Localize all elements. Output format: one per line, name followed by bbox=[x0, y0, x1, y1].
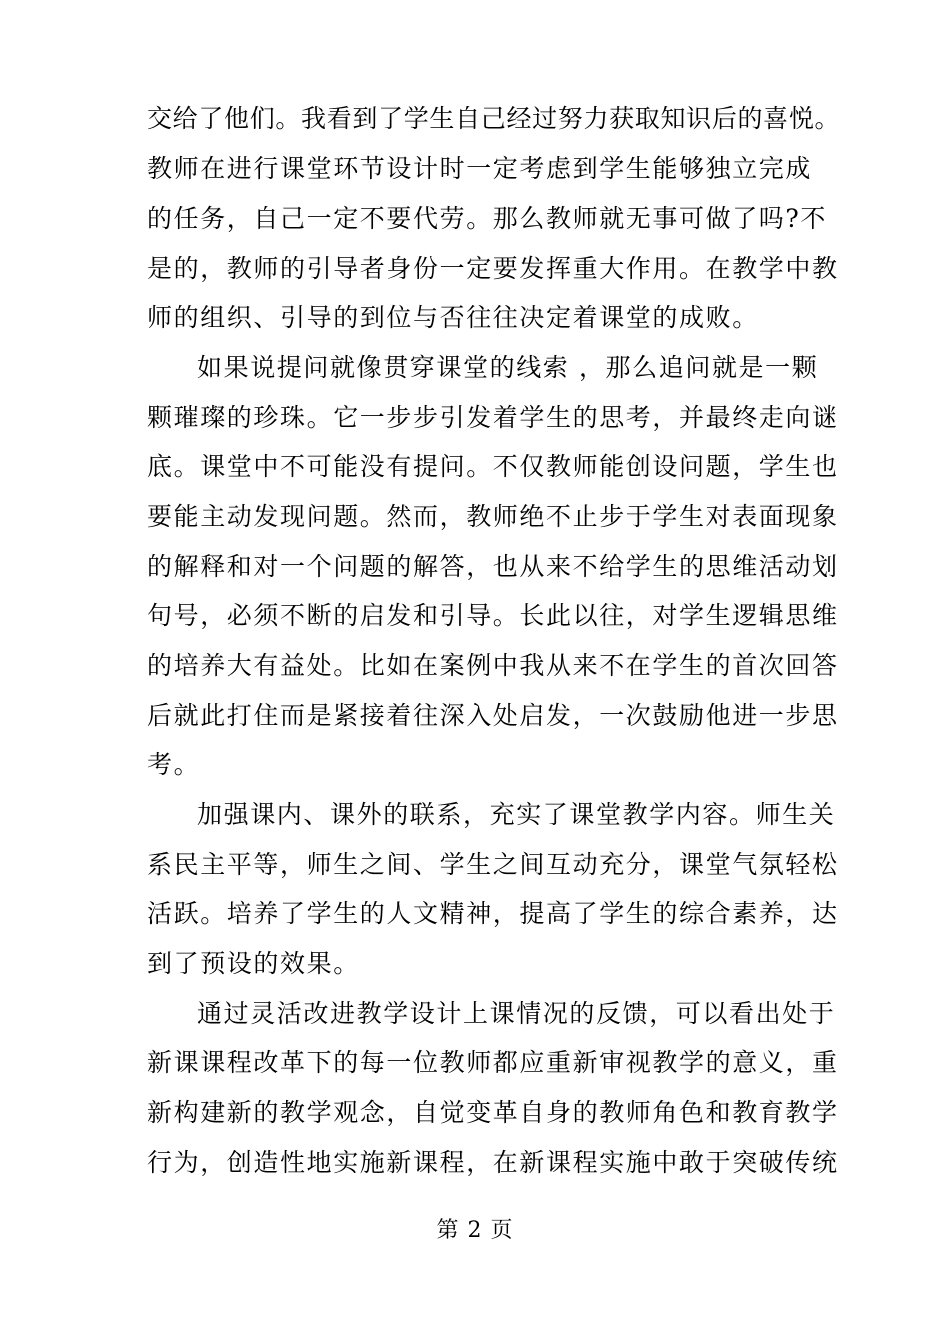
text-line: 句号，必须不断的启发和引导。长此以往，对学生逻辑思维 bbox=[147, 601, 839, 630]
text-line: 是的，教师的引导者身份一定要发挥重大作用。在教学中教 bbox=[147, 254, 839, 283]
text-line: 到了预设的效果。 bbox=[147, 949, 360, 978]
text-line: 教师在进行课堂环节设计时一定考虑到学生能够独立完成 bbox=[147, 154, 813, 183]
text-line: 新构建新的教学观念，自觉变革自身的教师角色和教育教学 bbox=[147, 1098, 839, 1127]
text-line: 系民主平等，师生之间、学生之间互动充分，课堂气氛轻松 bbox=[147, 850, 839, 879]
text-line: 活跃。培养了学生的人文精神，提高了学生的综合素养，达 bbox=[147, 899, 839, 928]
text-line: 考。 bbox=[147, 750, 201, 779]
paragraph-first-line: 加强课内、课外的联系，充实了课堂教学内容。师生关 bbox=[197, 800, 836, 829]
text-line: 新课课程改革下的每一位教师都应重新审视教学的意义，重 bbox=[147, 1048, 839, 1077]
text-line: 交给了他们。我看到了学生自己经过努力获取知识后的喜悦。 bbox=[147, 104, 841, 133]
text-line: 行为，创造性地实施新课程，在新课程实施中敢于突破传统 bbox=[147, 1148, 839, 1177]
text-line: 颗璀璨的珍珠。它一步步引发着学生的思考，并最终走向谜 bbox=[147, 403, 839, 432]
paragraph-first-line: 如果说提问就像贯穿课堂的线索 ，那么追问就是一颗 bbox=[197, 353, 819, 382]
text-line: 师的组织、引导的到位与否往往决定着课堂的成败。 bbox=[147, 303, 759, 332]
text-line: 底。课堂中不可能没有提问。不仅教师能创设问题，学生也 bbox=[147, 452, 839, 481]
text-line: 要能主动发现问题。然而，教师绝不止步于学生对表面现象 bbox=[147, 502, 839, 531]
paragraph-first-line: 通过灵活改进教学设计上课情况的反馈，可以看出处于 bbox=[197, 999, 836, 1028]
text-line: 的解释和对一个问题的解答，也从来不给学生的思维活动划 bbox=[147, 552, 839, 581]
text-line: 的培养大有益处。比如在案例中我从来不在学生的首次回答 bbox=[147, 651, 839, 680]
text-line: 的任务，自己一定不要代劳。那么教师就无事可做了吗?不 bbox=[147, 204, 828, 233]
text-line: 后就此打住而是紧接着往深入处启发，一次鼓励他进一步思 bbox=[147, 701, 839, 730]
page-number: 第 2 页 bbox=[436, 1218, 514, 1243]
